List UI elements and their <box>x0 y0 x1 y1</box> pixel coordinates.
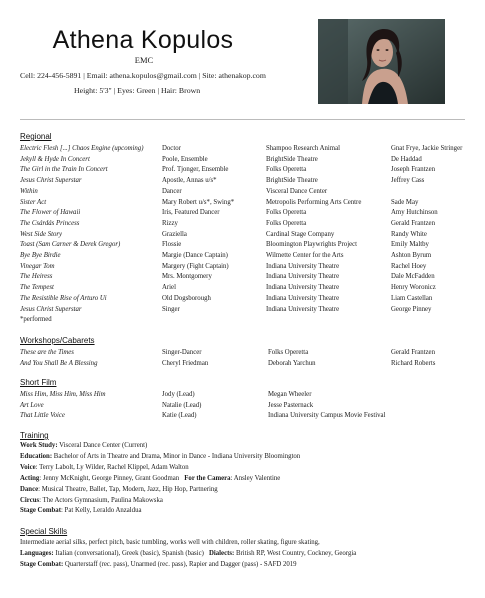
credit-director: Rachel Hoey <box>391 262 427 270</box>
special-skills-line <box>20 549 356 558</box>
credit-title: And You Shall Be A Blessing <box>20 359 98 367</box>
credit-role: Dancer <box>162 187 182 195</box>
credit-company: Cardinal Stage Company <box>266 230 335 238</box>
credit-company: Folks Operetta <box>266 219 307 227</box>
credit-title: Jesus Christ Superstar <box>20 177 82 185</box>
credit-role: Doctor <box>162 145 181 152</box>
credit-role: Margery (Fight Captain) <box>162 262 229 270</box>
credit-title: Electric Flesh [...] Chaos Engine (upcoming) <box>20 145 144 152</box>
line-text: : Terry Labolt, Ly Wilder, Rachel Klippel, Adam Walton <box>35 463 189 471</box>
credit-company: Indiana University Theatre <box>266 273 340 281</box>
training-line <box>20 496 163 505</box>
line-text: British RP, West Country, Cockney, Georgia <box>234 550 357 558</box>
special-skills-line <box>20 538 320 547</box>
credit-company: Folks Operetta <box>266 209 307 217</box>
credit-company: Indiana University Theatre <box>266 262 340 270</box>
credit-title: West Side Story <box>20 230 63 238</box>
credit-director: Emily Maltby <box>391 241 429 249</box>
credit-row <box>0 144 485 153</box>
credit-company: BrightSide Theatre <box>266 155 318 163</box>
credit-row <box>0 305 485 314</box>
credit-title: Toast (Sam Carner & Derek Gregor) <box>20 241 121 249</box>
credit-row <box>0 240 485 249</box>
training-line <box>20 474 280 483</box>
credit-row <box>0 230 485 239</box>
credit-row <box>0 283 485 292</box>
credit-title: Jesus Christ Superstar <box>20 305 82 313</box>
credit-title: Within <box>20 187 38 195</box>
credit-row <box>0 262 485 271</box>
credit-company: Indiana University Theatre <box>266 305 340 313</box>
credit-director: Henry Woronicz <box>391 284 436 292</box>
line-label: For the Camera <box>184 474 231 482</box>
credit-row <box>0 401 485 410</box>
credit-director: Sade May <box>391 198 419 206</box>
credit-role: Natalie (Lead) <box>162 401 202 409</box>
credit-row <box>0 198 485 207</box>
line-label: Acting <box>20 474 40 482</box>
credit-row <box>0 208 485 217</box>
section-title-special-skills: Special Skills <box>20 527 68 536</box>
credit-director: Amy Hutchinson <box>391 209 438 217</box>
credit-role: Graziella <box>162 230 187 238</box>
line-text: : Jenny McKnight, George Pinney, Grant Goodman <box>39 474 180 482</box>
training-line <box>20 441 147 450</box>
credit-title: The Tempest <box>20 284 54 292</box>
credit-company: Bloomington Playwrights Project <box>266 241 358 249</box>
line-label: Dance <box>20 485 39 493</box>
line-label: Circus <box>20 496 40 504</box>
credit-role: Apostle, Annas u/s* <box>162 177 217 185</box>
line-text: : Ansley Valentine <box>230 474 281 482</box>
line-text: Italian (conversational), Greek (basic), Spanish (basic) <box>53 550 204 558</box>
contact-line: Cell: 224-456-5891 | Email: athena.kopulos@gmail.com | Site: athenakop.com <box>20 71 266 80</box>
credit-role: Old Dogsborough <box>162 294 211 302</box>
credit-title: The Girl in the Train In Concert <box>20 166 108 174</box>
credit-row <box>0 187 485 196</box>
physical-stats: Height: 5'3" | Eyes: Green | Hair: Brown <box>74 86 201 95</box>
credit-director: Joseph Frantzen <box>391 166 435 174</box>
line-text: Visceral Dance Center (Current) <box>57 442 148 449</box>
credit-role: Cheryl Friedman <box>162 359 209 367</box>
special-skills-line <box>20 560 297 569</box>
training-line <box>20 485 218 494</box>
credit-role: Singer-Dancer <box>162 349 202 356</box>
credit-director: Jeffrey Cass <box>391 177 425 185</box>
section-title-training: Training <box>20 431 49 440</box>
credit-company: Megan Wheeler <box>268 391 312 398</box>
section-title-regional: Regional <box>20 132 52 141</box>
credit-company: Deborah Yarchun <box>268 359 316 367</box>
credit-role: Flossie <box>162 241 182 249</box>
credit-title: Art Love <box>20 401 44 409</box>
line-label: Education: <box>20 452 53 460</box>
section-title-workshops: Workshops/Cabarets <box>20 336 95 345</box>
section-title-short-film: Short Film <box>20 378 57 387</box>
credit-role: Jody (Lead) <box>162 391 195 398</box>
line-text: : Musical Theatre, Ballet, Tap, Modern, Jazz, Hip Hop, Partnering <box>38 485 218 493</box>
credit-row <box>0 359 485 368</box>
credit-role: Iris, Featured Dancer <box>162 209 220 217</box>
credit-title: The Csárdás Princess <box>20 219 80 227</box>
credit-title: Miss Him, Miss Him, Miss Him <box>20 391 106 398</box>
credit-title: Bye Bye Birdie <box>20 252 61 259</box>
credit-role: Margie (Dance Captain) <box>162 252 228 259</box>
header-divider <box>20 119 465 120</box>
credit-director: Gerald Frantzen <box>391 219 435 227</box>
credit-title: The Heiress <box>20 273 53 281</box>
credit-role: Poole, Ensemble <box>162 155 208 163</box>
credit-row <box>0 165 485 174</box>
credit-role: Rizzy <box>162 219 178 227</box>
line-text: Bachelor of Arts in Theatre and Drama, Minor in Dance - Indiana University Bloomington <box>52 452 301 460</box>
credit-director: Gnat Frye, Jackie Stringer <box>391 145 463 152</box>
credit-title: That Little Voice <box>20 412 65 420</box>
line-text: : Pat Kelly, Leraldo Anzaldua <box>60 507 142 515</box>
line-label: Dialects: <box>208 550 235 558</box>
credit-director: George Pinney <box>391 305 432 313</box>
credit-row <box>0 176 485 185</box>
line-text: : The Actors Gymnasium, Paulina Makowska <box>39 496 163 504</box>
credit-role: Singer <box>162 305 180 313</box>
line-label: Stage Combat: <box>20 561 64 569</box>
credit-row <box>0 348 485 357</box>
credit-company: Indiana University Theatre <box>266 284 340 292</box>
line-label: Work Study: <box>20 442 58 449</box>
headshot-photo <box>318 19 445 104</box>
credit-title: Sister Act <box>20 198 47 206</box>
credit-company: Metropolis Performing Arts Centre <box>266 198 362 206</box>
credit-director: Richard Roberts <box>391 359 436 367</box>
credit-row <box>0 219 485 228</box>
credit-director: Randy White <box>391 230 427 238</box>
credit-director: Gerald Frantzen <box>391 349 435 356</box>
training-line <box>20 463 189 472</box>
credit-company: Visceral Dance Center <box>266 187 328 195</box>
credit-company: Shampoo Research Animal <box>266 145 340 152</box>
credit-title: Vinegar Tom <box>20 262 55 270</box>
performed-note: *performed <box>20 316 52 323</box>
credit-role: Katie (Lead) <box>162 412 197 420</box>
credit-row <box>0 155 485 164</box>
credit-row <box>0 251 485 260</box>
credit-title: The Resistible Rise of Arturo Ui <box>20 294 107 302</box>
credit-director: Liam Castellan <box>391 294 433 302</box>
credit-role: Mary Robert u/s*, Swing* <box>162 198 235 206</box>
credit-company: Indiana University Campus Movie Festival <box>268 412 386 420</box>
training-line <box>20 452 300 461</box>
line-text: Intermediate aerial silks, perfect pitch, basic tumbling, works well with children, roller skating, figure skating, <box>20 539 320 546</box>
actor-name: Athena Kopulos <box>52 26 234 54</box>
credit-title: These are the Times <box>20 349 74 356</box>
credit-role: Mrs. Montgomery <box>162 273 212 281</box>
credit-row <box>0 272 485 281</box>
credit-row <box>0 411 485 420</box>
line-label: Languages: <box>20 550 54 558</box>
credit-row <box>0 294 485 303</box>
credit-role: Ariel <box>162 284 176 292</box>
credit-title: The Flower of Hawaii <box>20 209 81 217</box>
union-status: EMC <box>134 55 154 65</box>
credit-company: Folks Operetta <box>268 349 309 356</box>
credit-role: Prof. Tjonger, Ensemble <box>162 166 229 174</box>
credit-company: Jesse Pasternack <box>268 401 314 409</box>
line-text: Quarterstaff (rec. pass), Unarmed (rec. pass), Rapier and Dagger (pass) - SAFD 2019 <box>63 561 297 569</box>
credit-company: Wilmette Center for the Arts <box>266 252 344 259</box>
credit-director: De Haddad <box>391 155 422 163</box>
credit-director: Ashton Byrum <box>391 252 432 259</box>
training-line <box>20 506 142 515</box>
credit-company: Folks Operetta <box>266 166 307 174</box>
credit-director: Dale McFadden <box>391 273 435 281</box>
line-label: Stage Combat <box>20 507 61 515</box>
credit-title: Jekyll & Hyde In Concert <box>20 155 90 163</box>
line-label: Voice <box>20 463 36 471</box>
credit-company: Indiana University Theatre <box>266 294 340 302</box>
credit-row <box>0 390 485 399</box>
credit-company: BrightSide Theatre <box>266 177 318 185</box>
